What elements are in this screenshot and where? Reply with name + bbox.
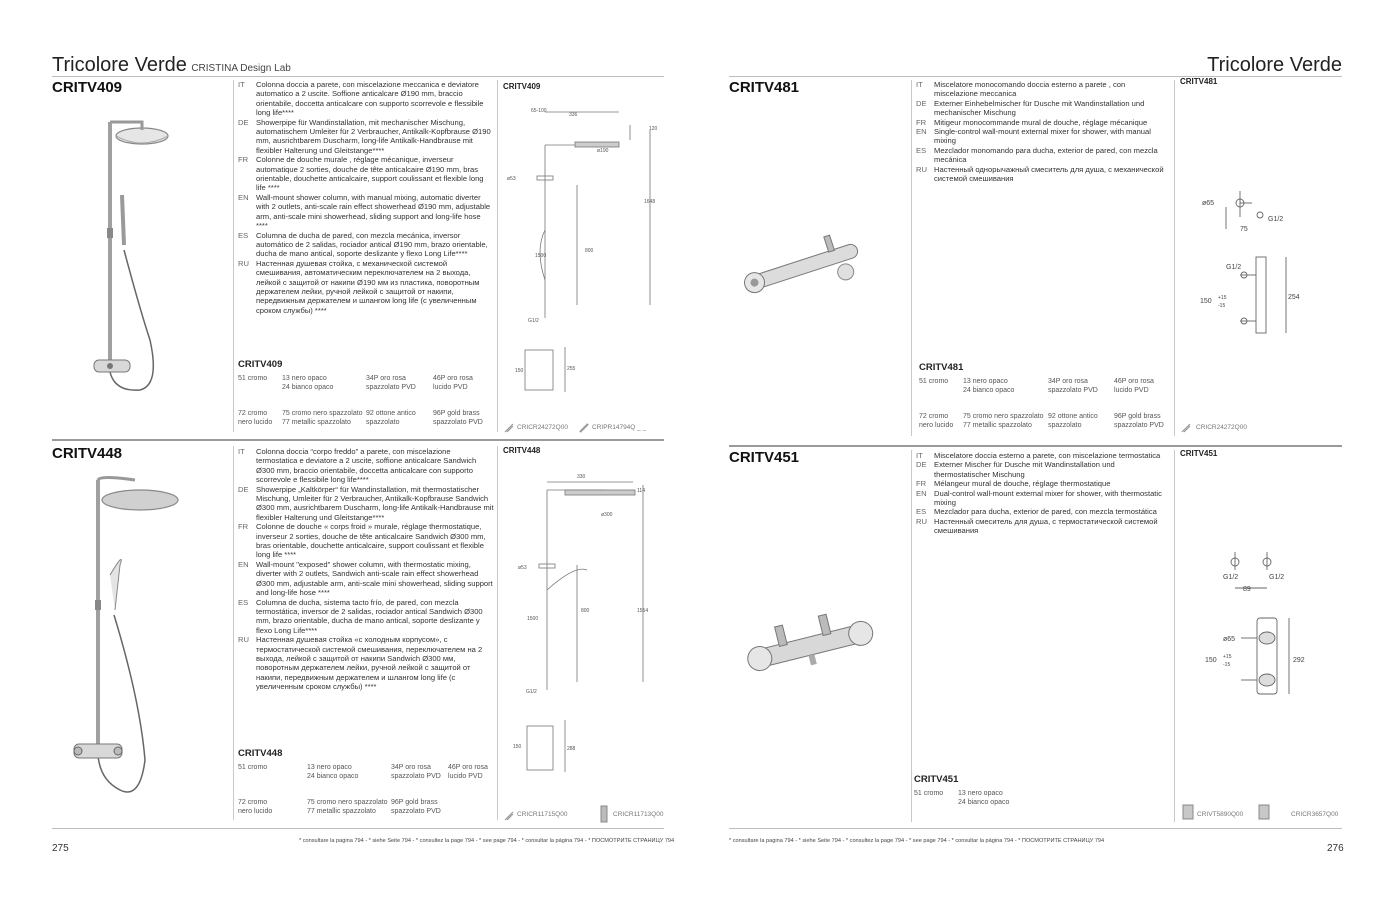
description-ru: RU Настенная душевая стойка «с холодным корпусом», с термостатической системой смешивания, переключателем на 2 выхода, лейкой с защитой от накипи Sandwich Ø300 мм, поворотным держателем лейки, ручной лейкой с защитой от накипи, передвижным держателем и шлангом long life (с увеличенным сроком службы) **** xyxy=(238,635,483,692)
dim-label: 1500 xyxy=(535,253,547,259)
column-divider xyxy=(497,80,498,432)
dim-label: 150 xyxy=(1200,298,1212,305)
accessory-code: CRICR3657Q00 xyxy=(1291,811,1339,818)
column-divider xyxy=(497,446,498,820)
description-fr: FR Colonne de douche « corps froid » murale, réglage thermostatique, inverseur 2 sorties, douche de tête anticalcaire Sandwich Ø300 mm, bras orientable, douchette anticalcaire, support coulissant et flexible long life **** xyxy=(238,522,486,560)
accessory-hose-icon xyxy=(503,809,515,827)
right-page-title: Tricolore Verde xyxy=(1207,54,1342,76)
description-list xyxy=(916,451,1170,536)
dim-label: 336 xyxy=(569,112,578,118)
finish-item: 13 nero opaco 24 bianco opaco xyxy=(963,378,1015,394)
page-number-right: 276 xyxy=(1327,843,1344,854)
finish-item: 96P gold brass spazzolato PVD xyxy=(391,799,441,815)
finish-item: 92 ottone antico spazzolato xyxy=(1048,413,1098,429)
column-divider xyxy=(1174,80,1175,436)
drawing-code: CRITV409 xyxy=(503,82,541,91)
description-de: DE Externer Einhebelmischer für Dusche mit Wandinstallation und mechanischer Mischung xyxy=(916,98,1145,118)
finish-code: CRITV448 xyxy=(238,748,283,759)
right-top-rule xyxy=(729,76,1342,77)
description-list xyxy=(916,80,1170,183)
dim-label: ø300 xyxy=(601,512,613,518)
dim-label: 150 xyxy=(1205,657,1217,664)
dim-label: G1/2 xyxy=(1268,216,1284,223)
description-de: DE Externer Mischer für Dusche mit Wandinstallation und thermostatischer Mischung xyxy=(916,460,1115,479)
description-list xyxy=(238,447,494,692)
accessory-cartridge-icon xyxy=(1180,803,1196,826)
dim-label: G1/2 xyxy=(528,318,539,324)
dim-label: ø65 xyxy=(1202,200,1215,207)
product-code: CRITV409 xyxy=(52,79,123,96)
finish-item: 75 cromo nero spazzolato 77 metallic spazzolato xyxy=(963,413,1044,429)
accessory-code: CRIVT5890Q00 xyxy=(1197,811,1244,818)
accessory-cartridge-icon xyxy=(1256,803,1272,826)
finish-item: 51 cromo xyxy=(238,764,268,771)
drawing-code: CRITV451 xyxy=(1180,449,1218,458)
dim-label: +15 xyxy=(1223,654,1232,660)
accessory-handshower-icon xyxy=(578,421,590,439)
finish-item: 34P oro rosa spazzolato PVD xyxy=(366,375,416,391)
description-de: DE Showerpipe für Wandinstallation, mit mechanischer Mischung, automatischem Umleiter für 2 Verbraucher, Antikalk-Kopfbrause Ø190 mm, ausrichtbarem Duscharm, long-life Antikalk-Handbrause mit flexibler Halterung und Gleitstange**** xyxy=(238,117,491,155)
finish-item: 46P oro rosa lucido PVD xyxy=(433,375,473,391)
description-it: IT Miscelatore doccia esterno a parete, con miscelazione termostatica xyxy=(916,451,1161,460)
finish-item: 72 cromo nero lucido xyxy=(238,799,273,815)
finish-code: CRITV451 xyxy=(914,774,959,785)
dim-label: ø53 xyxy=(507,176,516,182)
footnote-right: * consultare la pagina 794 - * siehe Seite 794 - * consultez la page 794 - * see page 794 - * consultar la página 794 - * ПОСМОТРИТЕ СТРАНИЦУ 794 xyxy=(729,838,1105,844)
technical-drawing xyxy=(1205,548,1315,698)
finish-item: 96P gold brass spazzolato PVD xyxy=(433,410,483,426)
dim-label: 114 xyxy=(637,488,645,494)
dim-label: ø65 xyxy=(1223,636,1236,643)
finish-item: 34P oro rosa spazzolato PVD xyxy=(1048,378,1098,394)
description-it: IT Colonna doccia “corpo freddo” a parete, con miscelazione termostatica e deviatore a 2 uscite, soffione anticalcare Sandwich Ø300 mm, braccio orientabile, doccetta anticalcare con supporto scorrevole e flessibile long life**** xyxy=(238,447,477,485)
dim-label: 330 xyxy=(577,474,586,480)
description-ru: RU Настенный однорычажный смеситель для душа, с механической системой смешивания xyxy=(916,164,1164,184)
accessory-hose-icon xyxy=(1180,421,1192,439)
product-code: CRITV448 xyxy=(52,445,123,462)
dim-label: 1554 xyxy=(637,608,649,614)
description-es: ES Columna de ducha de pared, con mezcla mecánica, inversor automático de 2 salidas, rociador antical Ø190 mm, brazo orientable, ducha de mano antical, soporte deslizante y flexo Long Life**** xyxy=(238,230,488,259)
accessory-hose-icon xyxy=(503,421,515,439)
dim-label: G1/2 xyxy=(1226,264,1242,271)
finish-item: 46P oro rosa lucido PVD xyxy=(1114,378,1154,394)
description-es: ES Mezclador para ducha, exterior de pared, con mezcla termostática xyxy=(916,507,1157,517)
finish-item: 51 cromo xyxy=(914,790,944,797)
description-en: EN Single-control wall-mount external mixer for shower, with manual mixing xyxy=(916,127,1151,146)
dim-label: 65-100 xyxy=(531,108,547,114)
dim-label: 292 xyxy=(1293,657,1305,664)
left-page-title: Tricolore Verde xyxy=(52,54,187,76)
accessory-code: CRICR11715Q00 xyxy=(517,811,568,818)
description-fr: FR Colonne de douche murale , réglage mécanique, inverseur automatique 2 sorties, douche de tête anticalcaire Ø190 mm, bras orientable, douchette anticalcaire, support coulissant et flexible long life **** xyxy=(238,155,484,193)
accessory-code: CRICR24272Q00 xyxy=(1196,424,1247,431)
description-en: EN Wall-mount "exposed" shower column, with thermostatic mixing, diverter with 2 outlets, Sandwich anti-scale rain effect showerhead Ø300 mm, adjustable arm, anti-scale mini showerhead, sliding support and long-life hose **** xyxy=(238,559,493,598)
finish-item: 46P oro rosa lucido PVD xyxy=(448,764,488,780)
product-code: CRITV451 xyxy=(729,449,800,466)
footnote-left: * consultare la pagina 794 - * siehe Seite 794 - * consultez la page 794 - * see page 794 - * consultar la página 794 - * ПОСМОТРИТЕ СТРАНИЦУ 794 xyxy=(299,838,675,844)
finish-code: CRITV409 xyxy=(238,359,283,370)
dim-label: 1500 xyxy=(527,616,539,622)
column-divider xyxy=(233,80,234,432)
description-es: ES Columna de ducha, sistema tacto frío, de pared, con mezcla termostática, inversor de 2 salidas, rociador antical Sandwich Ø300 mm, brazo orientable, ducha de mano antical, soporte deslizante y flexo Long Life**** xyxy=(238,597,483,635)
finish-item: 96P gold brass spazzolato PVD xyxy=(1114,413,1164,429)
description-it: IT Colonna doccia a parete, con miscelazione meccanica e deviatore automatico a 2 uscite. Soffione anticalcare Ø190 mm, braccio orientabile, doccetta anticalcare con supporto scorrevole e flessibile long life**** xyxy=(238,80,484,118)
product-image-shower-column xyxy=(70,470,190,820)
dim-label: -15 xyxy=(1223,662,1231,668)
dim-label: 254 xyxy=(1288,294,1300,301)
drawing-code: CRITV481 xyxy=(1180,77,1218,86)
bottom-rule xyxy=(52,828,664,829)
accessory-cartridge-icon xyxy=(598,805,610,828)
description-ru: RU Настенный смеситель для душа, с термостатической системой смешивания xyxy=(916,516,1158,536)
left-top-rule xyxy=(52,76,664,77)
finish-item: 51 cromo xyxy=(238,375,268,382)
technical-drawing xyxy=(505,100,665,400)
column-divider xyxy=(911,450,912,822)
dim-label: ø53 xyxy=(518,565,527,571)
dim-label: 89 xyxy=(1243,586,1251,593)
product-image-thermostatic-mixer xyxy=(740,605,880,685)
dim-label: +15 xyxy=(1218,295,1227,301)
dim-label: 288 xyxy=(567,746,576,752)
dim-label: G1/2 xyxy=(1223,574,1239,581)
finish-item: 72 cromo nero lucido xyxy=(238,410,273,426)
dim-label: 150 xyxy=(515,368,524,374)
column-divider xyxy=(911,80,912,436)
finish-item: 51 cromo xyxy=(919,378,949,385)
accessory-code: CRICR11713Q00 xyxy=(613,811,664,818)
dim-label: ø190 xyxy=(597,148,609,154)
dim-label: 150 xyxy=(513,744,522,750)
finish-item: 13 nero opaco 24 bianco opaco xyxy=(307,764,359,780)
description-en: EN Dual-control wall-mount external mixer for shower, with thermostatic mixing xyxy=(916,488,1162,508)
left-header xyxy=(52,54,291,77)
dim-label: 800 xyxy=(585,248,594,254)
description-list xyxy=(238,80,494,315)
description-ru: RU Настенная душевая стойка, с механической системой смешивания, автоматическим переключателем на 2 выхода, лейкой с защитой от накипи Ø190 мм из пластика, поворотным держателем лейки, ручной лейкой с защитой от накипи, передвижным держателем и шлангом long life (с увеличенным сроком службы) **** xyxy=(238,258,480,315)
left-page-subtitle: CRISTINA Design Lab xyxy=(191,63,291,74)
product-image-mixer xyxy=(733,240,873,300)
product-separator xyxy=(52,439,664,441)
product-image-shower-column xyxy=(80,110,190,400)
finish-item: 34P oro rosa spazzolato PVD xyxy=(391,764,441,780)
technical-drawing xyxy=(505,470,665,780)
description-fr: FR Mélangeur mural de douche, réglage thermostatique xyxy=(916,479,1111,489)
dim-label: -15 xyxy=(1218,303,1226,309)
description-fr: FR Mitigeur monocommande mural de douche, réglage mécanique xyxy=(916,117,1148,127)
product-separator xyxy=(729,445,1342,447)
technical-drawing xyxy=(1190,185,1310,335)
dim-label: G1/2 xyxy=(526,689,537,695)
dim-label: 120 xyxy=(649,126,658,132)
dim-label: 255 xyxy=(567,366,576,372)
finish-code: CRITV481 xyxy=(919,362,964,373)
finish-item: 92 ottone antico spazzolato xyxy=(366,410,416,426)
dim-label: 800 xyxy=(581,608,590,614)
finish-item: 75 cromo nero spazzolato 77 metallic spazzolato xyxy=(282,410,363,426)
column-divider xyxy=(233,446,234,820)
finish-item: 13 nero opaco 24 bianco opaco xyxy=(282,375,334,391)
dim-label: 75 xyxy=(1240,226,1248,233)
page-number-left: 275 xyxy=(52,843,69,854)
accessory-code: CRICR24272Q00 xyxy=(517,424,568,431)
description-en: EN Wall-mount shower column, with manual mixing, automatic diverter with 2 outlets, anti-scale rain effect showerhead Ø190 mm, adjustable arm, anti-scale mini showerhead, sliding support and long-life hose **** xyxy=(238,192,491,231)
finish-item: 75 cromo nero spazzolato 77 metallic spazzolato xyxy=(307,799,388,815)
dim-label: G1/2 xyxy=(1269,574,1285,581)
description-it: IT Miscelatore monocomando doccia esterno a parete , con miscelazione meccanica xyxy=(916,80,1126,99)
finish-item: 13 nero opaco 24 bianco opaco xyxy=(958,790,1010,806)
description-de: DE Showerpipe „Kaltkörper“ für Wandinstallation, mit thermostatischer Mischung, Umleiter für 2 Verbraucher, Antikalk-Kopfbrause Sandwich Ø300 mm, ausrichtbarem Duscharm, long-life Antikalk-Handbrause mit flexibler Halterung und Gleitstange**** xyxy=(238,484,494,522)
dim-label: 1648 xyxy=(644,199,656,205)
finish-item: 72 cromo nero lucido xyxy=(919,413,954,429)
bottom-rule xyxy=(729,828,1342,829)
accessory-code: CRIPR14794Q _ _ xyxy=(592,424,647,431)
drawing-code: CRITV448 xyxy=(503,446,541,455)
product-code: CRITV481 xyxy=(729,79,800,96)
description-es: ES Mezclador monomando para ducha, exterior de pared, con mezcla mecánica xyxy=(916,145,1158,165)
column-divider xyxy=(1174,450,1175,822)
